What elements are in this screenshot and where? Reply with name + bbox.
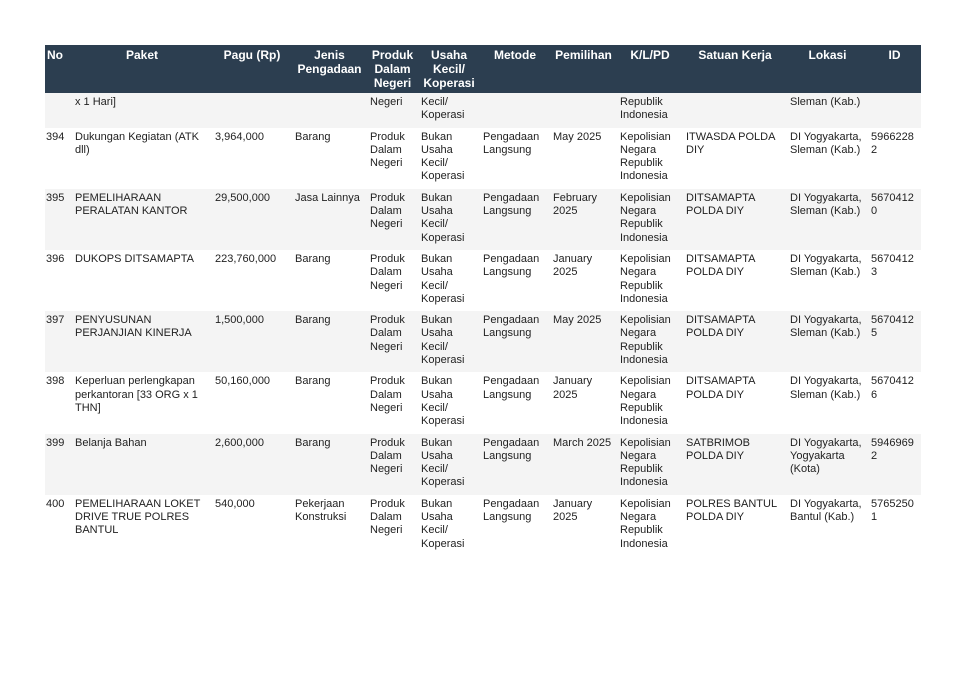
satuan-kerja-cell: ITWASDA POLDA DIY	[683, 128, 787, 189]
table-row[interactable]	[45, 93, 921, 128]
satuan-kerja-cell: DITSAMAPTA POLDA DIY	[683, 311, 787, 372]
jenis-pengadaan-cell: Barang	[292, 128, 367, 189]
header-pagu[interactable]: Pagu (Rp)	[212, 45, 292, 93]
paket-cell: PEMELIHARAAN LOKET DRIVE TRUE POLRES BANTUL	[72, 495, 212, 556]
pemilihan-cell: March 2025	[550, 434, 617, 495]
klpd-cell: Kepolisian Negara Republik Indonesia	[617, 372, 683, 433]
table-row[interactable]	[45, 250, 921, 311]
jenis-pengadaan-cell	[292, 93, 367, 128]
paket-cell: PEMELIHARAAN PERALATAN KANTOR	[72, 189, 212, 250]
id-cell: 56704123	[868, 250, 921, 311]
pagu-cell: 223,760,000	[212, 250, 292, 311]
metode-cell: Pengadaan Langsung	[480, 372, 550, 433]
metode-cell: Pengadaan Langsung	[480, 250, 550, 311]
usaha-kecil-cell: Bukan Usaha Kecil/ Koperasi	[418, 372, 480, 433]
pagu-cell: 1,500,000	[212, 311, 292, 372]
id-cell: 59469692	[868, 434, 921, 495]
jenis-pengadaan-cell: Barang	[292, 311, 367, 372]
klpd-cell: Kepolisian Negara Republik Indonesia	[617, 495, 683, 556]
header-jenis-pengadaan[interactable]: Jenis Pengadaan	[292, 45, 367, 93]
lokasi-cell: DI Yogyakarta, Sleman (Kab.)	[787, 250, 868, 311]
lokasi-cell: DI Yogyakarta, Sleman (Kab.)	[787, 372, 868, 433]
row-number-cell: 397	[45, 311, 72, 372]
paket-cell: Belanja Bahan	[72, 434, 212, 495]
produk-dalam-negeri-cell: Produk Dalam Negeri	[367, 250, 418, 311]
table-row[interactable]	[45, 128, 921, 189]
metode-cell: Pengadaan Langsung	[480, 189, 550, 250]
usaha-kecil-cell: Bukan Usaha Kecil/ Koperasi	[418, 189, 480, 250]
lokasi-cell: DI Yogyakarta, Yogyakarta (Kota)	[787, 434, 868, 495]
pemilihan-cell: January 2025	[550, 250, 617, 311]
usaha-kecil-cell: Kecil/ Koperasi	[418, 93, 480, 128]
produk-dalam-negeri-cell: Produk Dalam Negeri	[367, 311, 418, 372]
jenis-pengadaan-cell: Jasa Lainnya	[292, 189, 367, 250]
lokasi-cell: DI Yogyakarta, Sleman (Kab.)	[787, 128, 868, 189]
jenis-pengadaan-cell: Barang	[292, 434, 367, 495]
satuan-kerja-cell: SATBRIMOB POLDA DIY	[683, 434, 787, 495]
header-id[interactable]: ID	[868, 45, 921, 93]
table-header	[45, 45, 921, 93]
table-row[interactable]	[45, 372, 921, 433]
klpd-cell: Kepolisian Negara Republik Indonesia	[617, 128, 683, 189]
usaha-kecil-cell: Bukan Usaha Kecil/ Koperasi	[418, 250, 480, 311]
header-metode[interactable]: Metode	[480, 45, 550, 93]
satuan-kerja-cell: POLRES BANTUL POLDA DIY	[683, 495, 787, 556]
header-no[interactable]: No	[45, 45, 72, 93]
usaha-kecil-cell: Bukan Usaha Kecil/ Koperasi	[418, 495, 480, 556]
header-produk-dalam-negeri[interactable]: Produk Dalam Negeri	[367, 45, 418, 93]
id-cell: 59662282	[868, 128, 921, 189]
paket-cell: Dukungan Kegiatan (ATK dll)	[72, 128, 212, 189]
metode-cell	[480, 93, 550, 128]
satuan-kerja-cell: DITSAMAPTA POLDA DIY	[683, 250, 787, 311]
paket-cell: Keperluan perlengkapan perkantoran [33 ORG x 1 THN]	[72, 372, 212, 433]
pagu-cell: 29,500,000	[212, 189, 292, 250]
id-cell: 56704126	[868, 372, 921, 433]
pemilihan-cell: January 2025	[550, 372, 617, 433]
row-number-cell: 399	[45, 434, 72, 495]
paket-cell: PENYUSUNAN PERJANJIAN KINERJA	[72, 311, 212, 372]
row-number-cell: 394	[45, 128, 72, 189]
header-pemilihan[interactable]: Pemilihan	[550, 45, 617, 93]
id-cell: 57652501	[868, 495, 921, 556]
paket-cell: x 1 Hari]	[72, 93, 212, 128]
metode-cell: Pengadaan Langsung	[480, 495, 550, 556]
id-cell: 56704120	[868, 189, 921, 250]
metode-cell: Pengadaan Langsung	[480, 311, 550, 372]
header-lokasi[interactable]: Lokasi	[787, 45, 868, 93]
pemilihan-cell	[550, 93, 617, 128]
produk-dalam-negeri-cell: Negeri	[367, 93, 418, 128]
produk-dalam-negeri-cell: Produk Dalam Negeri	[367, 434, 418, 495]
jenis-pengadaan-cell: Barang	[292, 250, 367, 311]
id-cell: 56704125	[868, 311, 921, 372]
row-number-cell: 395	[45, 189, 72, 250]
jenis-pengadaan-cell: Pekerjaan Konstruksi	[292, 495, 367, 556]
pemilihan-cell: January 2025	[550, 495, 617, 556]
pagu-cell: 3,964,000	[212, 128, 292, 189]
usaha-kecil-cell: Bukan Usaha Kecil/ Koperasi	[418, 311, 480, 372]
produk-dalam-negeri-cell: Produk Dalam Negeri	[367, 372, 418, 433]
metode-cell: Pengadaan Langsung	[480, 434, 550, 495]
table-row[interactable]	[45, 189, 921, 250]
lokasi-cell: DI Yogyakarta, Bantul (Kab.)	[787, 495, 868, 556]
row-number-cell	[45, 93, 72, 128]
table-row[interactable]	[45, 434, 921, 495]
procurement-table-page	[45, 45, 921, 556]
klpd-cell: Kepolisian Negara Republik Indonesia	[617, 189, 683, 250]
table-row[interactable]	[45, 495, 921, 556]
klpd-cell: Kepolisian Negara Republik Indonesia	[617, 250, 683, 311]
pagu-cell: 540,000	[212, 495, 292, 556]
usaha-kecil-cell: Bukan Usaha Kecil/ Koperasi	[418, 434, 480, 495]
id-cell	[868, 93, 921, 128]
usaha-kecil-cell: Bukan Usaha Kecil/ Koperasi	[418, 128, 480, 189]
lokasi-cell: DI Yogyakarta, Sleman (Kab.)	[787, 189, 868, 250]
jenis-pengadaan-cell: Barang	[292, 372, 367, 433]
produk-dalam-negeri-cell: Produk Dalam Negeri	[367, 495, 418, 556]
row-number-cell: 400	[45, 495, 72, 556]
pagu-cell: 50,160,000	[212, 372, 292, 433]
lokasi-cell: DI Yogyakarta, Sleman (Kab.)	[787, 311, 868, 372]
row-number-cell: 398	[45, 372, 72, 433]
pagu-cell	[212, 93, 292, 128]
header-klpd[interactable]: K/L/PD	[617, 45, 683, 93]
paket-cell: DUKOPS DITSAMAPTA	[72, 250, 212, 311]
pemilihan-cell: May 2025	[550, 128, 617, 189]
satuan-kerja-cell: DITSAMAPTA POLDA DIY	[683, 372, 787, 433]
header-paket[interactable]: Paket	[72, 45, 212, 93]
table-row[interactable]	[45, 311, 921, 372]
satuan-kerja-cell	[683, 93, 787, 128]
produk-dalam-negeri-cell: Produk Dalam Negeri	[367, 128, 418, 189]
produk-dalam-negeri-cell: Produk Dalam Negeri	[367, 189, 418, 250]
procurement-table	[45, 45, 921, 556]
klpd-cell: Republik Indonesia	[617, 93, 683, 128]
satuan-kerja-cell: DITSAMAPTA POLDA DIY	[683, 189, 787, 250]
table-body	[45, 93, 921, 556]
metode-cell: Pengadaan Langsung	[480, 128, 550, 189]
pemilihan-cell: May 2025	[550, 311, 617, 372]
header-satuan-kerja[interactable]: Satuan Kerja	[683, 45, 787, 93]
pemilihan-cell: February 2025	[550, 189, 617, 250]
klpd-cell: Kepolisian Negara Republik Indonesia	[617, 434, 683, 495]
row-number-cell: 396	[45, 250, 72, 311]
lokasi-cell: Sleman (Kab.)	[787, 93, 868, 128]
header-usaha-kecil[interactable]: Usaha Kecil/ Koperasi	[418, 45, 480, 93]
klpd-cell: Kepolisian Negara Republik Indonesia	[617, 311, 683, 372]
pagu-cell: 2,600,000	[212, 434, 292, 495]
